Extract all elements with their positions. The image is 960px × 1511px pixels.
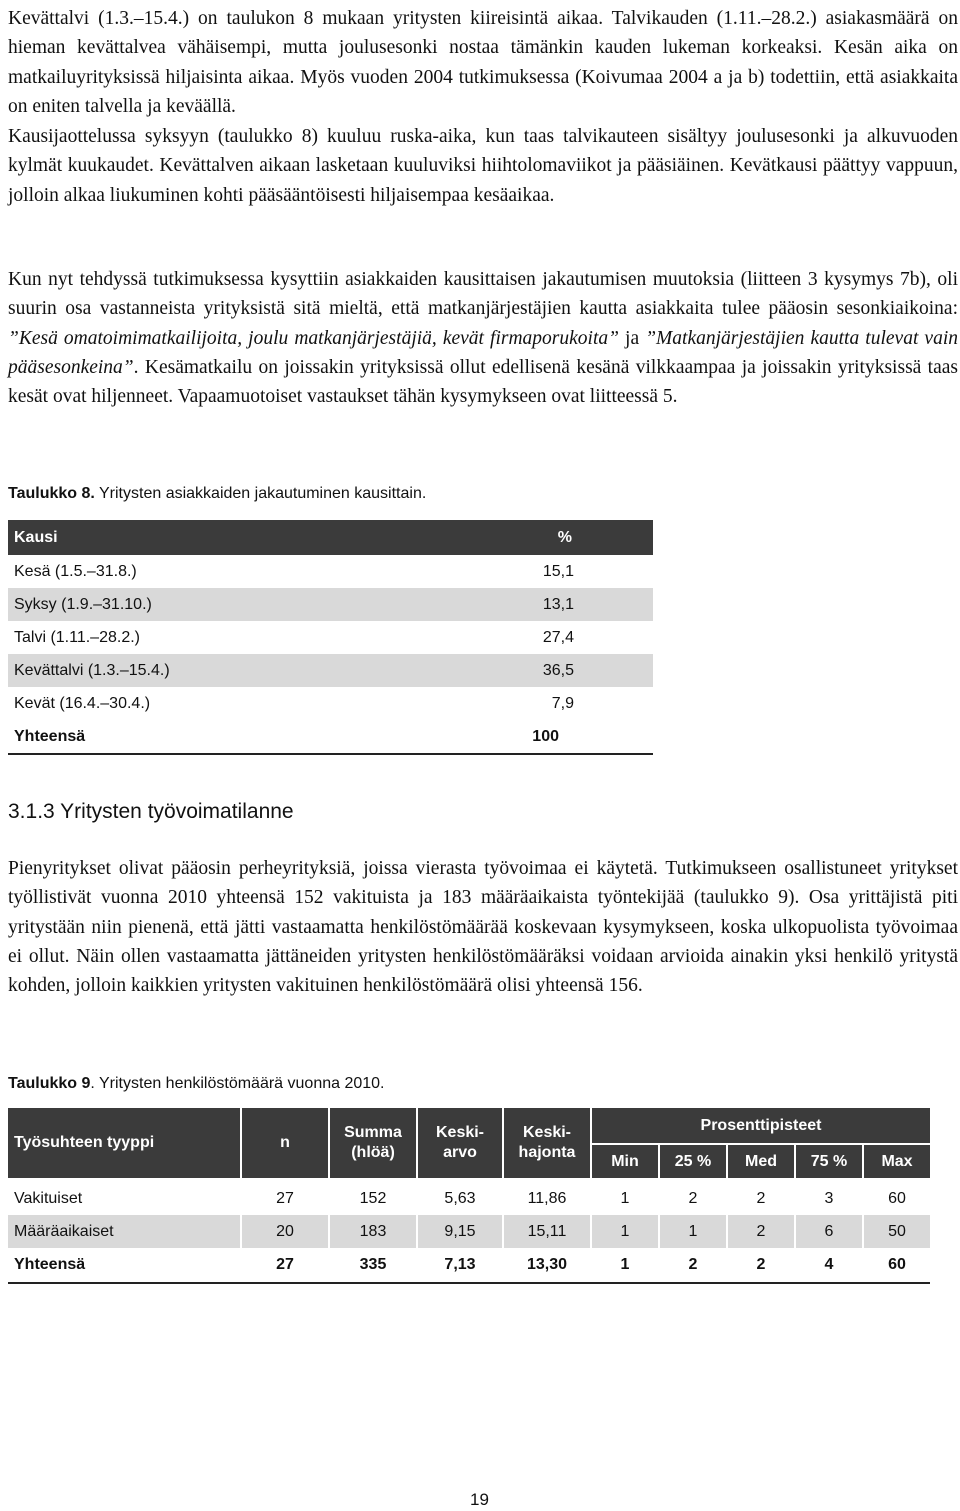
column-divider: [658, 1215, 660, 1248]
table8-caption-label: Taulukko 8.: [8, 485, 95, 502]
table9-header-stddev-line2: hajonta: [518, 1144, 576, 1161]
table9-cell-max: 50: [888, 1222, 906, 1240]
table-row: [8, 687, 653, 720]
table9-caption: [8, 1075, 385, 1093]
table8-cell-season: Syksy (1.9.–31.10.): [14, 595, 152, 613]
table8-caption: [8, 485, 426, 503]
table8-cell-season: Kesä (1.5.–31.8.): [14, 562, 137, 580]
table8-cell-percent: 15,1: [542, 562, 574, 580]
table9-total-row: [8, 1248, 930, 1284]
column-divider: [240, 1215, 242, 1248]
paragraph-survey-results: [8, 265, 958, 411]
table9-total-min: 1: [620, 1255, 630, 1273]
table9-total-max: 60: [888, 1255, 906, 1273]
table9-total-p75: 4: [824, 1255, 834, 1273]
table9-cell-p25: 2: [688, 1189, 698, 1207]
table9-cell-stddev: 11,86: [527, 1189, 567, 1207]
table9-total-p25: 2: [688, 1255, 698, 1273]
table9-cell-n: 27: [276, 1189, 294, 1207]
column-divider: [862, 1215, 864, 1248]
table9-cell-type: Vakituiset: [14, 1189, 83, 1207]
table-row: [8, 555, 653, 588]
table9-header-mean: [418, 1108, 502, 1178]
table9-cell-p75: 3: [824, 1189, 834, 1207]
table9-caption-text: . Yritysten henkilöstömäärä vuonna 2010.: [90, 1075, 385, 1092]
paragraph-survey-text-a: Kun nyt tehdyssä tutkimuksessa kysyttiin asiakkaiden kausittaisen jakautumisen muutoksia (liitteen 3 kysymys 7b), oli suurin osa vastanneista yrityksistä sitä mieltä, että matkanjärjestäjien kautta asiakkaita tulee pääosin sesonkiaikoina:: [8, 269, 958, 320]
table-row: [8, 654, 653, 687]
table9-header-stddev: [504, 1108, 590, 1178]
table9-cell-median: 2: [756, 1189, 766, 1207]
table8: [8, 520, 653, 755]
table9-header-sum-line2: (hlöä): [351, 1144, 395, 1161]
table9-header-sum: [330, 1108, 416, 1178]
section-heading: 3.1.3 Yritysten työvoimatilanne: [8, 800, 294, 823]
table9-cell-stddev: 15,11: [527, 1222, 567, 1240]
table8-caption-text: Yritysten asiakkaiden jakautuminen kausittain.: [94, 485, 427, 502]
table9: [8, 1108, 930, 1284]
table8-cell-percent: 7,9: [551, 694, 574, 712]
table9-total-median: 2: [756, 1255, 766, 1273]
table9-header-mean-line2: arvo: [443, 1144, 477, 1161]
table9-cell-min: 1: [620, 1222, 630, 1240]
table8-cell-percent: 13,1: [542, 595, 574, 613]
table8-header-row: [8, 520, 653, 555]
table9-cell-mean: 5,63: [444, 1189, 476, 1207]
paragraph-survey-text-mid: ja: [618, 327, 646, 349]
table9-header-stddev-line1: Keski-: [522, 1124, 572, 1141]
table8-total-label: Yhteensä: [14, 727, 86, 745]
table-row: [8, 1182, 930, 1215]
table8-total-row: [8, 720, 653, 755]
column-divider: [416, 1215, 418, 1248]
column-divider: [590, 1215, 592, 1248]
table9-header-sum-line1: Summa: [344, 1124, 402, 1141]
table9-cell-n: 20: [276, 1222, 294, 1240]
table9-total-mean: 7,13: [444, 1255, 476, 1273]
table8-cell-percent: 36,5: [542, 661, 574, 679]
table9-header: [8, 1108, 930, 1178]
table9-cell-sum: 183: [359, 1222, 387, 1240]
table9-header-percentiles: Prosenttipisteet: [592, 1108, 930, 1143]
paragraph-workforce: Pienyritykset olivat pääosin perheyrityksiä, joissa vierasta työvoimaa ei käytetä. Tutkimukseen osallistuneet yritykset työllistivät vuonna 2010 yhteensä 152 vakituista ja 183 määräaikaista työntekijää (taulukko 9). Osa yrittäjistä piti yritystään niin pienenä, että jätti vastaamatta henkilöstömäärää koskevaan kysymykseen, koska ulkopuolista työvoimaa ei ollut. Näin ollen vastaamatta jättäneiden yritysten henkilöstömääräksi voidaan arvioida ainakin yksi henkilö yritystä kohden, jolloin kaikkien yritysten vakituinen henkilöstömäärä olisi yhteensä 156.: [8, 858, 958, 997]
table8-header-percent: %: [557, 528, 572, 546]
column-divider: [502, 1215, 504, 1248]
table9-header-mean-line1: Keski-: [435, 1124, 485, 1141]
page-number: 19: [470, 1490, 489, 1509]
table-row: [8, 588, 653, 621]
table8-header-kausi: Kausi: [14, 528, 58, 546]
table9-header-min: Min: [592, 1145, 658, 1178]
table9-caption-label: Taulukko 9: [8, 1075, 91, 1092]
table9-total-label: Yhteensä: [14, 1255, 86, 1273]
quote-two: ”Matkanjärjestäjien kautta tulevat vain pääsesonkeina”: [8, 327, 958, 378]
paragraph-seasons-intro: Kevättalvi (1.3.–15.4.) on taulukon 8 mukaan yritysten kiireisintä aikaa. Talvikauden (1.11.–28.2.) asiakasmäärä on hieman kevättalvea vähäisempi, mutta joulusesonki nostaa tämänkin kauden lukeman korkeaksi. Kesän aika on matkailuyrityksissä hiljaisinta aikaa. Myös vuoden 2004 tutkimuksessa (Koivumaa 2004 a ja b) todettiin, että asiakkaita on eniten talvella ja keväällä.: [8, 8, 958, 117]
paragraph-season-division: Kausijaottelussa syksyyn (taulukko 8) kuuluu ruska-aika, kun taas talvikauteen sisältyy joulusesonki ja alkuvuoden kylmät kuukaudet. Kevättalven aikaan lasketaan kuuluviksi hiihtolomaviikot ja pääsiäinen. Kevätkausi päättyy vappuun, jolloin alkaa liukuminen kohti pääsääntöisesti hiljaisempaa kesäaikaa.: [8, 126, 958, 206]
table9-total-sum: 335: [359, 1255, 387, 1273]
table9-total-n: 27: [276, 1255, 294, 1273]
table9-cell-p75: 6: [824, 1222, 834, 1240]
table9-cell-max: 60: [888, 1189, 906, 1207]
table9-cell-median: 2: [756, 1222, 766, 1240]
table-row: [8, 1215, 930, 1248]
table9-cell-p25: 1: [688, 1222, 698, 1240]
table9-header-p25: 25 %: [660, 1145, 726, 1178]
table9-total-stddev: 13,30: [526, 1255, 568, 1273]
table9-cell-mean: 9,15: [444, 1222, 476, 1240]
column-divider: [328, 1215, 330, 1248]
column-divider: [726, 1215, 728, 1248]
table8-cell-season: Kevät (16.4.–30.4.): [14, 694, 151, 712]
table9-header-n: n: [242, 1108, 328, 1178]
table-row: [8, 621, 653, 654]
paragraph-survey-text-b: . Kesämatkailu on joissakin yrityksissä ollut edellisenä kesänä vilkkaampaa ja joissakin yrityksissä taas kesät ovat hiljenneet. Vapaamuotoiset vastaukset tähän kysymykseen ovat liitteessä 5.: [8, 356, 958, 408]
table9-cell-sum: 152: [359, 1189, 387, 1207]
table9-cell-min: 1: [620, 1189, 630, 1207]
table8-cell-season: Kevättalvi (1.3.–15.4.): [14, 661, 170, 679]
quote-one: ”Kesä omatoimimatkailijoita, joulu matkanjärjestäjiä, kevät firmaporukoita”: [8, 327, 619, 349]
table9-header-max: Max: [864, 1145, 930, 1178]
table8-cell-season: Talvi (1.11.–28.2.): [14, 628, 140, 646]
table9-header-median: Med: [728, 1145, 794, 1178]
table8-total-value: 100: [532, 727, 559, 745]
table9-header-p75: 75 %: [796, 1145, 862, 1178]
table9-cell-type: Määräaikaiset: [14, 1222, 114, 1240]
table9-header-type: Työsuhteen tyyppi: [8, 1108, 240, 1178]
column-divider: [794, 1215, 796, 1248]
table8-cell-percent: 27,4: [542, 628, 574, 646]
